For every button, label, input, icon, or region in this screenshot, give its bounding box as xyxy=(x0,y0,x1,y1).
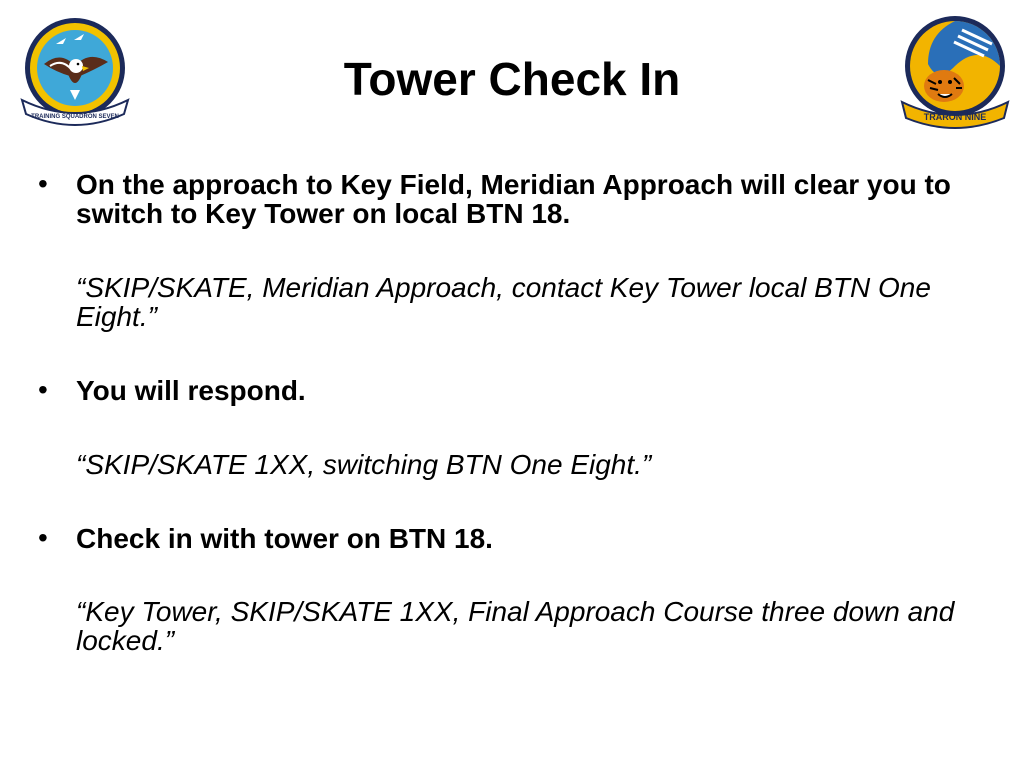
quote-text: “Key Tower, SKIP/SKATE 1XX, Final Approach Course three down and locked.” xyxy=(76,596,955,656)
traron-nine-logo xyxy=(898,14,1012,130)
bullet-text: Check in with tower on BTN 18. xyxy=(76,523,493,554)
slide-title: Tower Check In xyxy=(343,53,681,105)
bullet-marker: • xyxy=(38,374,48,405)
quote-text: “SKIP/SKATE 1XX, switching BTN One Eight.” xyxy=(76,449,652,480)
tiger-patch-icon xyxy=(898,14,1012,130)
bullet-marker: • xyxy=(38,168,48,199)
bullet-text: On the approach to Key Field, Meridian Approach will clear you to switch to Key Tower on local BTN 18. xyxy=(76,169,951,229)
bullet-marker: • xyxy=(38,522,48,553)
bullet-text: You will respond. xyxy=(76,375,306,406)
right-logo-banner-text: TRARON NINE xyxy=(923,112,987,122)
left-logo-banner-text: TRAINING SQUADRON SEVEN xyxy=(31,114,119,120)
quote-text: “SKIP/SKATE, Meridian Approach, contact Key Tower local BTN One Eight.” xyxy=(76,272,931,332)
